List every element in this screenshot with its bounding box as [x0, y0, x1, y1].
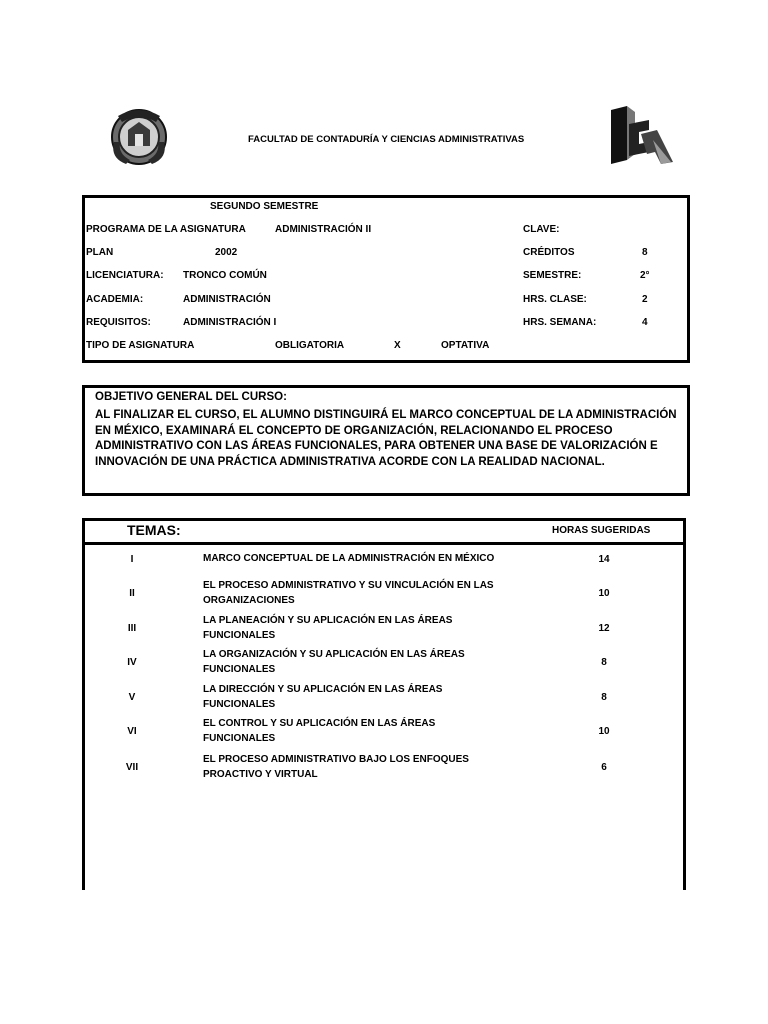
faculty-title: FACULTAD DE CONTADURÍA Y CIENCIAS ADMINISTRATIVAS [248, 134, 525, 145]
topic-line-1: EL PROCESO ADMINISTRATIVO BAJO LOS ENFOQUES [203, 754, 469, 765]
topic-line-1: LA DIRECCIÓN Y SU APLICACIÓN EN LAS ÁREAS [203, 684, 443, 695]
topic-title [203, 717, 533, 746]
topic-line-1: LA ORGANIZACIÓN Y SU APLICACIÓN EN LAS ÁREAS [203, 649, 465, 660]
program-label: PROGRAMA DE LA ASIGNATURA [86, 224, 246, 235]
requisitos-label: REQUISITOS: [86, 317, 151, 328]
topic-line-2: FUNCIONALES [203, 732, 276, 744]
topic-hours: 14 [598, 554, 610, 565]
temas-title: TEMAS: [127, 522, 181, 538]
topic-number: II [129, 588, 135, 599]
creditos-value: 8 [642, 247, 648, 258]
plan-label: PLAN [86, 247, 114, 258]
hours-header: HORAS SUGERIDAS [552, 525, 651, 536]
temas-frame-right-border [683, 518, 686, 890]
academia-label: ACADEMIA: [86, 294, 144, 305]
topic-hours: 8 [601, 692, 607, 703]
objective-title: OBJETIVO GENERAL DEL CURSO: [95, 391, 287, 403]
semestre-label: SEMESTRE: [523, 270, 582, 281]
topic-hours: 10 [598, 726, 610, 737]
obligatoria-mark: X [394, 340, 401, 351]
temas-header-divider [82, 542, 686, 545]
topic-line-1: MARCO CONCEPTUAL DE LA ADMINISTRACIÓN EN MÉXICO [203, 553, 495, 564]
topic-title [203, 552, 533, 567]
optativa-label: OPTATIVA [441, 340, 490, 351]
tipo-label: TIPO DE ASIGNATURA [86, 340, 195, 351]
topic-line-2: FUNCIONALES [203, 629, 276, 641]
fca-logo [605, 104, 677, 168]
topic-title [203, 579, 533, 608]
topic-title [203, 614, 533, 643]
temas-frame-left-border [82, 518, 85, 890]
topic-number: III [127, 623, 137, 634]
licenciatura-value: TRONCO COMÚN [183, 270, 267, 281]
university-seal-logo [106, 102, 172, 168]
topic-number: VI [127, 726, 137, 737]
clave-label: CLAVE: [523, 224, 560, 235]
topic-title [203, 753, 533, 782]
creditos-label: CRÉDITOS [523, 247, 575, 258]
semester-heading: SEGUNDO SEMESTRE [210, 201, 319, 212]
topic-line-1: EL PROCESO ADMINISTRATIVO Y SU VINCULACIÓN EN LAS [203, 580, 494, 591]
hrs-clase-value: 2 [642, 294, 648, 305]
licenciatura-label: LICENCIATURA: [86, 270, 164, 281]
plan-value: 2002 [215, 247, 238, 258]
program-value: ADMINISTRACIÓN II [275, 224, 372, 235]
topic-line-2: ORGANIZACIONES [203, 594, 295, 606]
hrs-semana-value: 4 [642, 317, 648, 328]
objective-body: AL FINALIZAR EL CURSO, EL ALUMNO DISTINGUIRÁ EL MARCO CONCEPTUAL DE LA ADMINISTRACIÓN EN MÉXICO, EXAMINARÁ EL CONCEPTO DE ORGANIZACIÓN, RELACIONANDO EL PROCESO ADMINISTRATIVO CON LAS ÁREAS FUNCIONALES, PARA OBTENER UNA BASE DE VALORIZACIÓN E INNOVACIÓN DE UNA PRÁCTICA ADMINISTRATIVA ACORDE CON LA REALIDAD NACIONAL. [95, 409, 677, 468]
topic-number: I [130, 554, 134, 565]
course-info-box [82, 195, 690, 363]
topic-title [203, 683, 533, 712]
topic-number: V [128, 692, 136, 703]
topic-line-1: EL CONTROL Y SU APLICACIÓN EN LAS ÁREAS [203, 718, 436, 729]
topic-number: VII [125, 762, 139, 773]
requisitos-value: ADMINISTRACIÓN I [183, 317, 277, 328]
topic-hours: 12 [598, 623, 610, 634]
topic-line-2: FUNCIONALES [203, 663, 276, 675]
semestre-value: 2° [640, 270, 650, 281]
hrs-semana-label: HRS. SEMANA: [523, 317, 597, 328]
hrs-clase-label: HRS. CLASE: [523, 294, 587, 305]
obligatoria-label: OBLIGATORIA [275, 340, 345, 351]
topic-number: IV [127, 657, 137, 668]
topic-hours: 6 [601, 762, 607, 773]
topic-title [203, 648, 533, 677]
topic-line-1: LA PLANEACIÓN Y SU APLICACIÓN EN LAS ÁREAS [203, 615, 453, 626]
topic-line-2: FUNCIONALES [203, 698, 276, 710]
topic-line-2: PROACTIVO Y VIRTUAL [203, 768, 318, 780]
topic-hours: 8 [601, 657, 607, 668]
academia-value: ADMINISTRACIÓN [183, 294, 271, 305]
temas-frame-top-border [82, 518, 686, 521]
topic-hours: 10 [598, 588, 610, 599]
